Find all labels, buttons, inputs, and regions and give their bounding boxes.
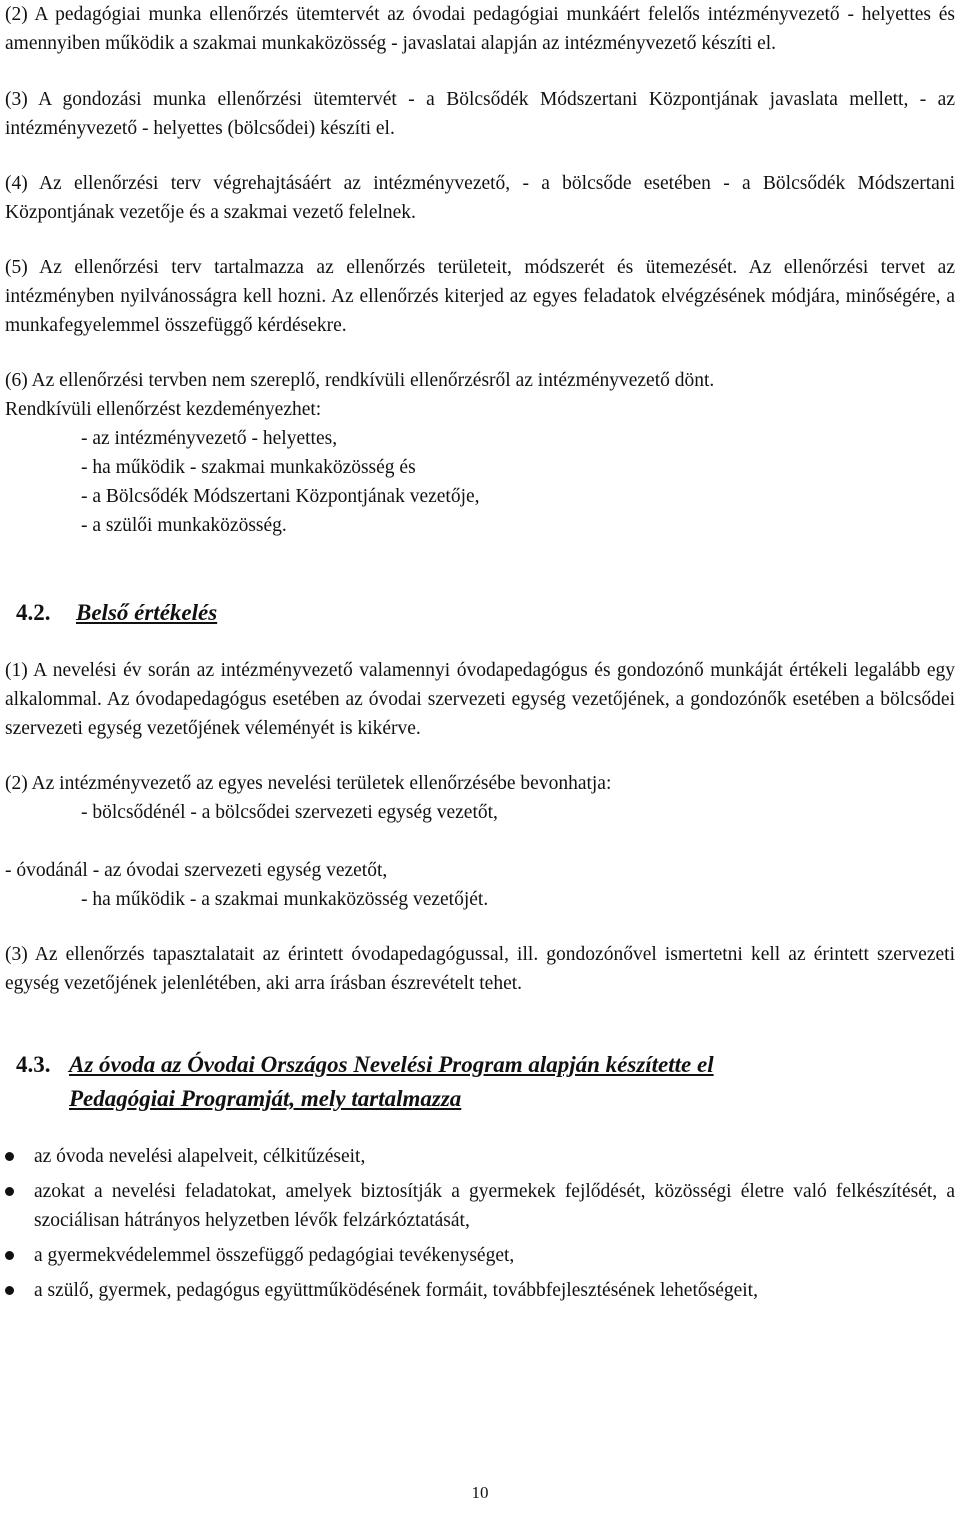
paragraph-2: (2) A pedagógiai munka ellenőrzés ütemtervét az óvodai pedagógiai munkáért felelős intézményvezető - helyettes és amennyiben működik a szakmai munkaközösség - javaslatai alapján az intézményvezető készíti el.: [5, 4, 955, 54]
bullet-icon: [5, 1187, 14, 1196]
paragraph-6-lead: Rendkívüli ellenőrzést kezdeményezhet:: [5, 399, 322, 420]
paragraph-5: (5) Az ellenőrzési terv tartalmazza az ellenőrzés területeit, módszerét és ütemezését. Az ellenőrzési tervet az intézményben nyilvánosságra kell hozni. Az ellenőrzés kiterjed az egyes feladatok elvégzésének módjára, minőségére, a munkafegyelemmel összefüggő kérdésekre.: [5, 257, 955, 336]
list-item: - a szülői munkaközösség.: [81, 515, 287, 536]
paragraph-6: (6) Az ellenőrzési tervben nem szereplő, rendkívüli ellenőrzésről az intézményvezető dönt.: [5, 370, 715, 391]
section-4-2-paragraph-1: (1) A nevelési év során az intézményvezető valamennyi óvodapedagógus és gondozónő munkáját értékeli legalább egy alkalommal. Az óvodapedagógus esetében az óvodai szervezeti egység vezetőjének, a gondozónők esetében a bölcsődei szervezeti egység vezetőjének véleményét is kikérve.: [5, 660, 955, 739]
section-title: Belső értékelés: [76, 600, 218, 625]
bullet-icon: [5, 1251, 14, 1260]
list-item: az óvoda nevelési alapelveit, célkitűzéseit,: [5, 1142, 955, 1171]
section-4-2-paragraph-3: (3) Az ellenőrzés tapasztalatait az érintett óvodapedagógussal, ill. gondozónővel ismertetni kell az érintett szervezeti egység vezetőjének jelenlétében, aki arra írásban észrevételt tehet.: [5, 944, 955, 994]
list-item: - ha működik - szakmai munkaközösség és: [81, 457, 416, 478]
section-number: 4.2.: [16, 600, 51, 625]
list-item: - óvodánál - az óvodai szervezeti egység vezetőt,: [5, 860, 388, 881]
initiator-list: [5, 424, 955, 540]
list-item: - a Bölcsődék Módszertani Központjának vezetője,: [81, 486, 480, 507]
section-4-2-paragraph-2: (2) Az intézményvezető az egyes nevelési területek ellenőrzésébe bevonhatja:: [5, 773, 612, 794]
section-title-line-2: Pedagógiai Programját, mely tartalmazza: [69, 1086, 462, 1111]
page-number: 10: [471, 1483, 489, 1502]
section-4-2-heading: [5, 596, 955, 630]
list-item: - bölcsődénél - a bölcsődei szervezeti egység vezetőt,: [81, 802, 498, 823]
program-contents-list: [5, 1142, 955, 1305]
section-number: 4.3.: [16, 1052, 51, 1077]
list-item: a szülő, gyermek, pedagógus együttműködésének formáit, továbbfejlesztésének lehetőségeit,: [5, 1276, 955, 1305]
list-item: azokat a nevelési feladatokat, amelyek biztosítják a gyermekek fejlődését, közösségi életre való felkészítését, a szociálisan hátrányos helyzetben lévők felzárkóztatását,: [5, 1177, 955, 1235]
section-title: Az óvoda az Óvodai Országos Nevelési Program alapján készítette el: [69, 1052, 714, 1077]
bullet-icon: [5, 1286, 14, 1295]
list-item: - ha működik - a szakmai munkaközösség vezetőjét.: [81, 889, 489, 910]
document-page: [5, 0, 955, 1311]
section-4-3-heading: [5, 1048, 955, 1116]
list-item: - az intézményvezető - helyettes,: [81, 428, 338, 449]
bullet-icon: [5, 1152, 14, 1161]
paragraph-4: (4) Az ellenőrzési terv végrehajtásáért az intézményvezető, - a bölcsőde esetében - a Bölcsődék Módszertani Központjának vezetője és a szakmai vezető felelnek.: [5, 173, 955, 223]
paragraph-3: (3) A gondozási munka ellenőrzési ütemtervét - a Bölcsődék Módszertani Központjának javaslata mellett, - az intézményvezető - helyettes (bölcsődei) készíti el.: [5, 89, 955, 139]
list-item: a gyermekvédelemmel összefüggő pedagógiai tevékenységet,: [5, 1241, 955, 1270]
